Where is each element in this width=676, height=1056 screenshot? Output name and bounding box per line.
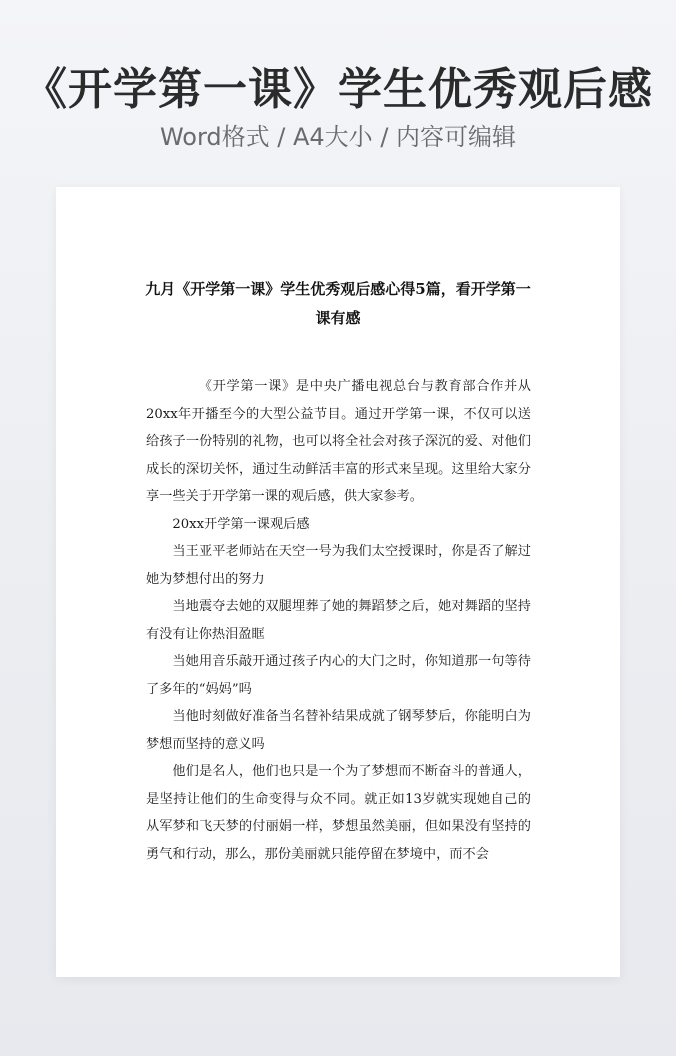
body-paragraph: 他们是名人，他们也只是一个为了梦想而不断奋斗的普通人，是坚持让他们的生命变得与众不同。就正如13岁就实现她自己的从军梦和飞天梦的付丽娟一样，梦想虽然美丽，但如果没有坚持的勇气和行动，那么，那份美丽就只能停留在梦境中，而不会 <box>146 764 531 862</box>
section-heading: 20xx开学第一课观后感 <box>172 516 310 532</box>
document-body <box>146 373 531 868</box>
banner-subtitle: Word格式 / A4大小 / 内容可编辑 <box>159 123 517 151</box>
document-title: 九月《开学第一课》学生优秀观后感心得5篇，看开学第一课有感 <box>145 280 531 327</box>
body-paragraph: 当她用音乐敲开通过孩子内心的大门之时，你知道那一句等待了多年的“妈妈”吗 <box>146 654 531 697</box>
body-paragraph: 当他时刻做好准备当名替补结果成就了钢琴梦后，你能明白为梦想而坚持的意义吗 <box>146 709 531 752</box>
body-paragraph: 当地震夺去她的双腿埋葬了她的舞蹈梦之后，她对舞蹈的坚持有没有让你热泪盈眶 <box>146 599 531 642</box>
banner-title: 《开学第一课》学生优秀观后感 <box>23 64 653 115</box>
document-page <box>56 187 620 977</box>
body-paragraph: 当王亚平老师站在天空一号为我们太空授课时，你是否了解过她为梦想付出的努力 <box>146 544 531 587</box>
intro-paragraph: 《开学第一课》是中央广播电视总台与教育部合作并从20xx年开播至今的大型公益节目。通过开学第一课，不仅可以送给孩子一份特别的礼物，也可以将全社会对孩子深沉的爱、对他们成长的深切关怀，通过生动鲜活丰富的形式来呈现。这里给大家分享一些关于开学第一课的观后感，供大家参考。 <box>146 379 531 504</box>
